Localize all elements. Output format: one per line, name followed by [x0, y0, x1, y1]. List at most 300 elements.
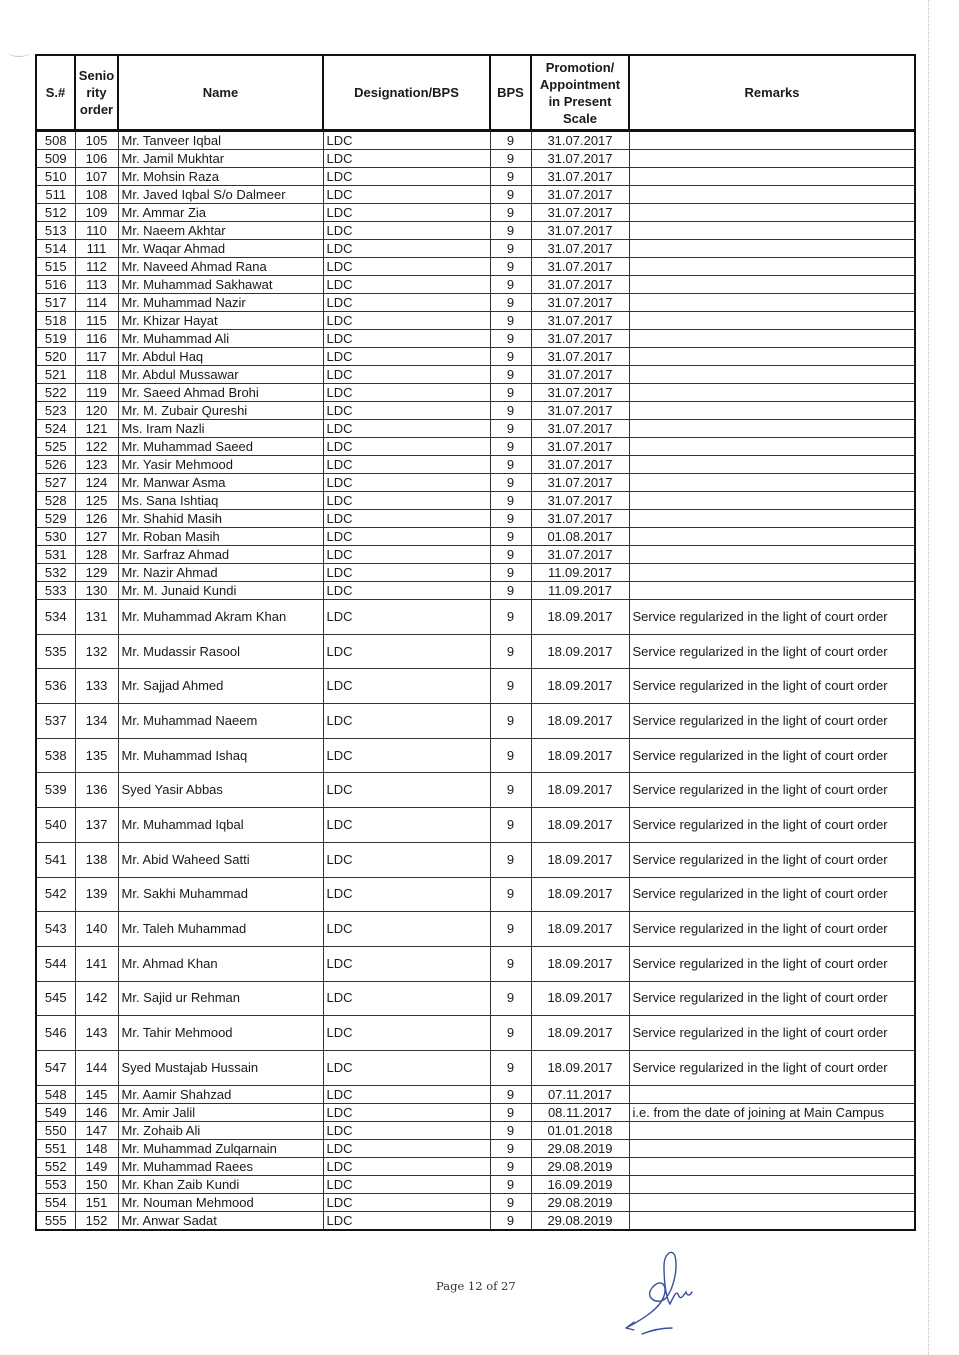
serial-cell: 539 [36, 773, 75, 808]
promotion-date-cell: 31.07.2017 [531, 186, 629, 204]
name-cell: Syed Yasir Abbas [118, 773, 323, 808]
serial-cell: 547 [36, 1050, 75, 1085]
remarks-cell [629, 564, 915, 582]
bps-cell: 9 [490, 456, 531, 474]
remarks-cell [629, 1211, 915, 1230]
designation-cell: LDC [323, 168, 490, 186]
bps-cell: 9 [490, 600, 531, 635]
bps-cell: 9 [490, 492, 531, 510]
seniority-order-cell: 124 [75, 474, 118, 492]
remarks-cell: Service regularized in the light of court order [629, 981, 915, 1016]
bps-cell: 9 [490, 312, 531, 330]
bps-cell: 9 [490, 808, 531, 843]
bps-cell: 9 [490, 402, 531, 420]
promotion-date-cell: 31.07.2017 [531, 258, 629, 276]
designation-cell: LDC [323, 366, 490, 384]
table-row [36, 600, 915, 635]
promotion-date-cell: 18.09.2017 [531, 773, 629, 808]
bps-cell: 9 [490, 1157, 531, 1175]
designation-cell: LDC [323, 438, 490, 456]
remarks-cell [629, 366, 915, 384]
seniority-order-cell: 107 [75, 168, 118, 186]
serial-cell: 525 [36, 438, 75, 456]
table-row [36, 704, 915, 739]
bps-cell: 9 [490, 258, 531, 276]
designation-cell: LDC [323, 276, 490, 294]
promotion-date-cell: 18.09.2017 [531, 669, 629, 704]
serial-cell: 521 [36, 366, 75, 384]
serial-cell: 537 [36, 704, 75, 739]
remarks-cell [629, 492, 915, 510]
remarks-cell [629, 1175, 915, 1193]
promotion-date-cell: 11.09.2017 [531, 582, 629, 600]
bps-cell: 9 [490, 704, 531, 739]
serial-cell: 550 [36, 1121, 75, 1139]
remarks-cell: Service regularized in the light of court order [629, 1050, 915, 1085]
table-row [36, 1103, 915, 1121]
seniority-order-cell: 119 [75, 384, 118, 402]
seniority-order-cell: 143 [75, 1016, 118, 1051]
bps-cell: 9 [490, 946, 531, 981]
name-cell: Mr. Khizar Hayat [118, 312, 323, 330]
table-row [36, 1085, 915, 1103]
seniority-order-cell: 144 [75, 1050, 118, 1085]
remarks-cell [629, 438, 915, 456]
seniority-order-cell: 151 [75, 1193, 118, 1211]
name-cell: Ms. Sana Ishtiaq [118, 492, 323, 510]
table-body [36, 131, 915, 1230]
serial-cell: 551 [36, 1139, 75, 1157]
bps-cell: 9 [490, 294, 531, 312]
table-row [36, 842, 915, 877]
promotion-date-cell: 29.08.2019 [531, 1157, 629, 1175]
bps-cell: 9 [490, 1211, 531, 1230]
table-row [36, 438, 915, 456]
name-cell: Mr. Muhammad Raees [118, 1157, 323, 1175]
name-cell: Mr. Naveed Ahmad Rana [118, 258, 323, 276]
serial-cell: 522 [36, 384, 75, 402]
serial-cell: 545 [36, 981, 75, 1016]
name-cell: Mr. Naeem Akhtar [118, 222, 323, 240]
name-cell: Mr. Taleh Muhammad [118, 912, 323, 947]
promotion-date-cell: 31.07.2017 [531, 222, 629, 240]
name-cell: Mr. Ammar Zia [118, 204, 323, 222]
serial-cell: 528 [36, 492, 75, 510]
serial-cell: 515 [36, 258, 75, 276]
designation-cell: LDC [323, 492, 490, 510]
seniority-order-cell: 109 [75, 204, 118, 222]
name-cell: Mr. Saeed Ahmad Brohi [118, 384, 323, 402]
promotion-date-cell: 31.07.2017 [531, 294, 629, 312]
serial-cell: 546 [36, 1016, 75, 1051]
remarks-cell [629, 131, 915, 150]
designation-cell: LDC [323, 1016, 490, 1051]
remarks-cell [629, 348, 915, 366]
serial-cell: 552 [36, 1157, 75, 1175]
header-promotion-date: Promotion/ Appointment in Present Scale [531, 55, 629, 131]
promotion-date-cell: 07.11.2017 [531, 1085, 629, 1103]
promotion-date-cell: 31.07.2017 [531, 546, 629, 564]
designation-cell: LDC [323, 704, 490, 739]
designation-cell: LDC [323, 240, 490, 258]
promotion-date-cell: 18.09.2017 [531, 981, 629, 1016]
table-row [36, 258, 915, 276]
designation-cell: LDC [323, 1139, 490, 1157]
designation-cell: LDC [323, 582, 490, 600]
promotion-date-cell: 31.07.2017 [531, 168, 629, 186]
seniority-list-table [35, 54, 916, 1231]
promotion-date-cell: 31.07.2017 [531, 348, 629, 366]
serial-cell: 540 [36, 808, 75, 843]
designation-cell: LDC [323, 1157, 490, 1175]
bps-cell: 9 [490, 1085, 531, 1103]
designation-cell: LDC [323, 912, 490, 947]
seniority-order-cell: 115 [75, 312, 118, 330]
remarks-cell: Service regularized in the light of court order [629, 842, 915, 877]
scan-edge-dotted-line [928, 0, 929, 1355]
table-row [36, 474, 915, 492]
serial-cell: 518 [36, 312, 75, 330]
name-cell: Mr. Jamil Mukhtar [118, 150, 323, 168]
table-row [36, 330, 915, 348]
table-row [36, 402, 915, 420]
remarks-cell [629, 1193, 915, 1211]
table-row [36, 1193, 915, 1211]
promotion-date-cell: 31.07.2017 [531, 312, 629, 330]
serial-cell: 544 [36, 946, 75, 981]
table-row [36, 669, 915, 704]
bps-cell: 9 [490, 510, 531, 528]
name-cell: Mr. Abid Waheed Satti [118, 842, 323, 877]
remarks-cell: Service regularized in the light of court order [629, 634, 915, 669]
table-row [36, 1157, 915, 1175]
designation-cell: LDC [323, 312, 490, 330]
remarks-cell [629, 1121, 915, 1139]
promotion-date-cell: 18.09.2017 [531, 877, 629, 912]
seniority-order-cell: 123 [75, 456, 118, 474]
name-cell: Mr. Roban Masih [118, 528, 323, 546]
bps-cell: 9 [490, 330, 531, 348]
serial-cell: 541 [36, 842, 75, 877]
seniority-order-cell: 126 [75, 510, 118, 528]
promotion-date-cell: 18.09.2017 [531, 912, 629, 947]
promotion-date-cell: 31.07.2017 [531, 330, 629, 348]
page-number: Page 12 of 27 [436, 1279, 516, 1293]
bps-cell: 9 [490, 150, 531, 168]
seniority-order-cell: 149 [75, 1157, 118, 1175]
seniority-order-cell: 130 [75, 582, 118, 600]
seniority-order-cell: 121 [75, 420, 118, 438]
name-cell: Mr. Yasir Mehmood [118, 456, 323, 474]
seniority-order-cell: 116 [75, 330, 118, 348]
remarks-cell [629, 240, 915, 258]
bps-cell: 9 [490, 877, 531, 912]
name-cell: Mr. Tanveer Iqbal [118, 131, 323, 150]
serial-cell: 534 [36, 600, 75, 635]
name-cell: Syed Mustajab Hussain [118, 1050, 323, 1085]
bps-cell: 9 [490, 546, 531, 564]
bps-cell: 9 [490, 1016, 531, 1051]
bps-cell: 9 [490, 1175, 531, 1193]
seniority-order-cell: 146 [75, 1103, 118, 1121]
table-row [36, 1050, 915, 1085]
table-row [36, 150, 915, 168]
remarks-cell [629, 168, 915, 186]
name-cell: Mr. Muhammad Sakhawat [118, 276, 323, 294]
name-cell: Ms. Iram Nazli [118, 420, 323, 438]
designation-cell: LDC [323, 1211, 490, 1230]
table-row [36, 877, 915, 912]
designation-cell: LDC [323, 150, 490, 168]
table-row [36, 912, 915, 947]
designation-cell: LDC [323, 1050, 490, 1085]
serial-cell: 542 [36, 877, 75, 912]
seniority-order-cell: 132 [75, 634, 118, 669]
seniority-order-cell: 105 [75, 131, 118, 150]
name-cell: Mr. Muhammad Saeed [118, 438, 323, 456]
table-row [36, 634, 915, 669]
serial-cell: 529 [36, 510, 75, 528]
bps-cell: 9 [490, 582, 531, 600]
header-remarks: Remarks [629, 55, 915, 131]
bps-cell: 9 [490, 738, 531, 773]
table-row [36, 294, 915, 312]
designation-cell: LDC [323, 738, 490, 773]
remarks-cell [629, 1157, 915, 1175]
promotion-date-cell: 18.09.2017 [531, 1050, 629, 1085]
bps-cell: 9 [490, 168, 531, 186]
name-cell: Mr. Muhammad Ishaq [118, 738, 323, 773]
table-row [36, 1139, 915, 1157]
table-row [36, 348, 915, 366]
name-cell: Mr. Shahid Masih [118, 510, 323, 528]
designation-cell: LDC [323, 420, 490, 438]
designation-cell: LDC [323, 528, 490, 546]
seniority-order-cell: 152 [75, 1211, 118, 1230]
serial-cell: 508 [36, 131, 75, 150]
serial-cell: 509 [36, 150, 75, 168]
name-cell: Mr. Sakhi Muhammad [118, 877, 323, 912]
promotion-date-cell: 18.09.2017 [531, 738, 629, 773]
seniority-order-cell: 141 [75, 946, 118, 981]
serial-cell: 510 [36, 168, 75, 186]
serial-cell: 527 [36, 474, 75, 492]
serial-cell: 536 [36, 669, 75, 704]
name-cell: Mr. Mohsin Raza [118, 168, 323, 186]
bps-cell: 9 [490, 528, 531, 546]
remarks-cell [629, 312, 915, 330]
table-row [36, 808, 915, 843]
designation-cell: LDC [323, 1175, 490, 1193]
table-row [36, 276, 915, 294]
name-cell: Mr. Amir Jalil [118, 1103, 323, 1121]
promotion-date-cell: 31.07.2017 [531, 402, 629, 420]
name-cell: Mr. Zohaib Ali [118, 1121, 323, 1139]
bps-cell: 9 [490, 420, 531, 438]
name-cell: Mr. Sajid ur Rehman [118, 981, 323, 1016]
bps-cell: 9 [490, 773, 531, 808]
name-cell: Mr. M. Junaid Kundi [118, 582, 323, 600]
remarks-cell [629, 150, 915, 168]
name-cell: Mr. Nazir Ahmad [118, 564, 323, 582]
designation-cell: LDC [323, 877, 490, 912]
designation-cell: LDC [323, 564, 490, 582]
promotion-date-cell: 31.07.2017 [531, 131, 629, 150]
remarks-cell: Service regularized in the light of court order [629, 669, 915, 704]
bps-cell: 9 [490, 240, 531, 258]
bps-cell: 9 [490, 222, 531, 240]
promotion-date-cell: 31.07.2017 [531, 276, 629, 294]
table-row [36, 222, 915, 240]
name-cell: Mr. M. Zubair Qureshi [118, 402, 323, 420]
seniority-order-cell: 136 [75, 773, 118, 808]
seniority-order-cell: 138 [75, 842, 118, 877]
remarks-cell [629, 582, 915, 600]
seniority-order-cell: 142 [75, 981, 118, 1016]
serial-cell: 555 [36, 1211, 75, 1230]
table-row [36, 492, 915, 510]
bps-cell: 9 [490, 186, 531, 204]
promotion-date-cell: 29.08.2019 [531, 1211, 629, 1230]
serial-cell: 516 [36, 276, 75, 294]
designation-cell: LDC [323, 600, 490, 635]
table-row [36, 168, 915, 186]
remarks-cell [629, 258, 915, 276]
promotion-date-cell: 31.07.2017 [531, 240, 629, 258]
promotion-date-cell: 31.07.2017 [531, 510, 629, 528]
bps-cell: 9 [490, 1103, 531, 1121]
table-row [36, 1121, 915, 1139]
promotion-date-cell: 16.09.2019 [531, 1175, 629, 1193]
serial-cell: 553 [36, 1175, 75, 1193]
designation-cell: LDC [323, 456, 490, 474]
table-row [36, 204, 915, 222]
name-cell: Mr. Sajjad Ahmed [118, 669, 323, 704]
promotion-date-cell: 18.09.2017 [531, 808, 629, 843]
serial-cell: 549 [36, 1103, 75, 1121]
serial-cell: 526 [36, 456, 75, 474]
seniority-order-cell: 111 [75, 240, 118, 258]
serial-cell: 532 [36, 564, 75, 582]
remarks-cell: Service regularized in the light of court order [629, 808, 915, 843]
table-row [36, 456, 915, 474]
bps-cell: 9 [490, 564, 531, 582]
table-row [36, 564, 915, 582]
promotion-date-cell: 18.09.2017 [531, 600, 629, 635]
table-row [36, 546, 915, 564]
designation-cell: LDC [323, 669, 490, 704]
seniority-order-cell: 113 [75, 276, 118, 294]
designation-cell: LDC [323, 222, 490, 240]
promotion-date-cell: 18.09.2017 [531, 634, 629, 669]
designation-cell: LDC [323, 131, 490, 150]
promotion-date-cell: 18.09.2017 [531, 842, 629, 877]
name-cell: Mr. Khan Zaib Kundi [118, 1175, 323, 1193]
promotion-date-cell: 18.09.2017 [531, 1016, 629, 1051]
seniority-order-cell: 134 [75, 704, 118, 739]
table-row [36, 510, 915, 528]
name-cell: Mr. Anwar Sadat [118, 1211, 323, 1230]
seniority-order-cell: 106 [75, 150, 118, 168]
promotion-date-cell: 31.07.2017 [531, 384, 629, 402]
table-row [36, 773, 915, 808]
serial-cell: 513 [36, 222, 75, 240]
serial-cell: 531 [36, 546, 75, 564]
table-row [36, 1016, 915, 1051]
remarks-cell [629, 384, 915, 402]
designation-cell: LDC [323, 510, 490, 528]
remarks-cell [629, 1139, 915, 1157]
bps-cell: 9 [490, 981, 531, 1016]
seniority-order-cell: 114 [75, 294, 118, 312]
serial-cell: 533 [36, 582, 75, 600]
bps-cell: 9 [490, 1139, 531, 1157]
designation-cell: LDC [323, 546, 490, 564]
designation-cell: LDC [323, 1103, 490, 1121]
serial-cell: 523 [36, 402, 75, 420]
name-cell: Mr. Muhammad Akram Khan [118, 600, 323, 635]
designation-cell: LDC [323, 258, 490, 276]
seniority-order-cell: 110 [75, 222, 118, 240]
promotion-date-cell: 29.08.2019 [531, 1139, 629, 1157]
designation-cell: LDC [323, 1085, 490, 1103]
serial-cell: 530 [36, 528, 75, 546]
bps-cell: 9 [490, 366, 531, 384]
table-row [36, 528, 915, 546]
serial-cell: 548 [36, 1085, 75, 1103]
table-row [36, 1211, 915, 1230]
remarks-cell: Service regularized in the light of court order [629, 773, 915, 808]
remarks-cell [629, 204, 915, 222]
header-serial: S.# [36, 55, 75, 131]
name-cell: Mr. Ahmad Khan [118, 946, 323, 981]
serial-cell: 538 [36, 738, 75, 773]
promotion-date-cell: 18.09.2017 [531, 946, 629, 981]
bps-cell: 9 [490, 1121, 531, 1139]
bps-cell: 9 [490, 276, 531, 294]
promotion-date-cell: 08.11.2017 [531, 1103, 629, 1121]
seniority-order-cell: 112 [75, 258, 118, 276]
designation-cell: LDC [323, 946, 490, 981]
signature-icon [620, 1248, 710, 1338]
serial-cell: 543 [36, 912, 75, 947]
seniority-order-cell: 122 [75, 438, 118, 456]
remarks-cell [629, 186, 915, 204]
seniority-order-cell: 135 [75, 738, 118, 773]
designation-cell: LDC [323, 842, 490, 877]
remarks-cell: Service regularized in the light of court order [629, 946, 915, 981]
seniority-order-cell: 128 [75, 546, 118, 564]
designation-cell: LDC [323, 1193, 490, 1211]
name-cell: Mr. Tahir Mehmood [118, 1016, 323, 1051]
remarks-cell [629, 402, 915, 420]
bps-cell: 9 [490, 438, 531, 456]
header-name: Name [118, 55, 323, 131]
designation-cell: LDC [323, 1121, 490, 1139]
designation-cell: LDC [323, 808, 490, 843]
table-row [36, 420, 915, 438]
promotion-date-cell: 11.09.2017 [531, 564, 629, 582]
name-cell: Mr. Abdul Haq [118, 348, 323, 366]
header-bps: BPS [490, 55, 531, 131]
designation-cell: LDC [323, 330, 490, 348]
designation-cell: LDC [323, 634, 490, 669]
table-row [36, 186, 915, 204]
serial-cell: 511 [36, 186, 75, 204]
promotion-date-cell: 01.01.2018 [531, 1121, 629, 1139]
serial-cell: 554 [36, 1193, 75, 1211]
designation-cell: LDC [323, 294, 490, 312]
